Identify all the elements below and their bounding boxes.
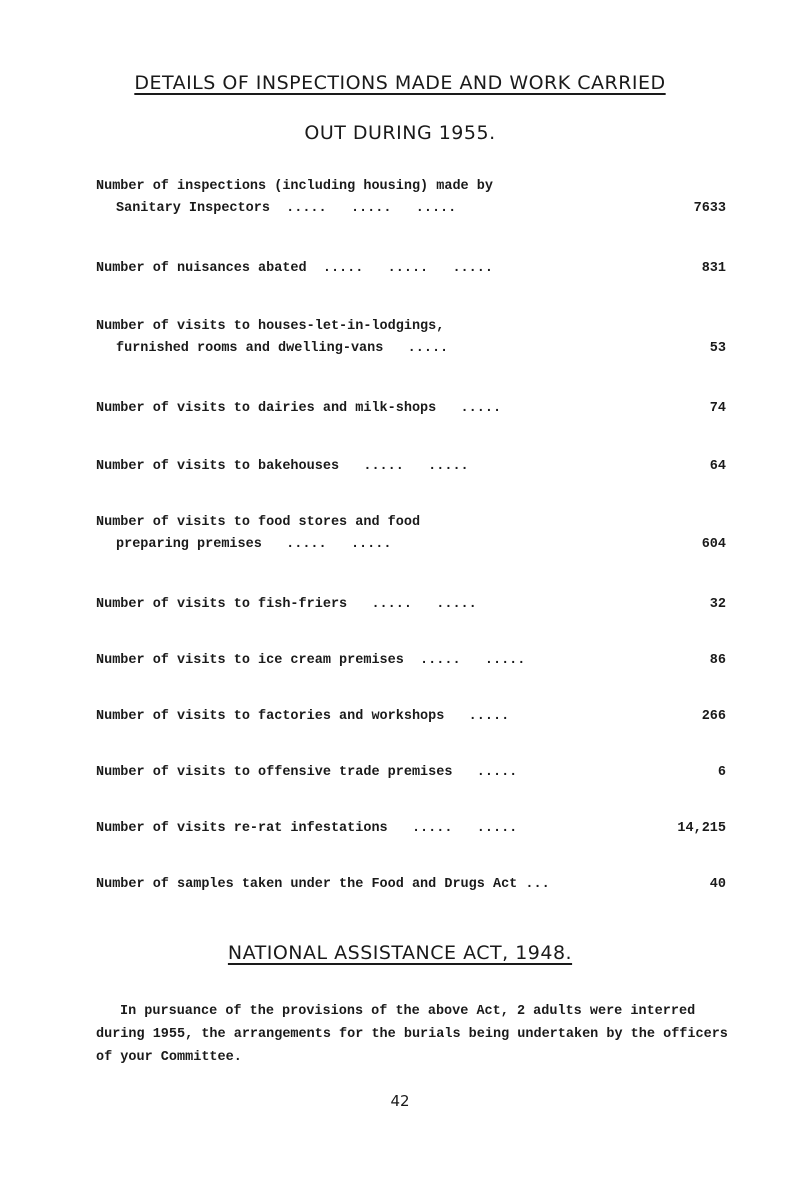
national-assistance-heading: NATIONAL ASSISTANCE ACT, 1948. [227, 942, 573, 964]
row-label: Number of visits to dairies and milk-shops ..... [96, 401, 502, 416]
nuisances-row [96, 258, 726, 280]
row-label: Number of visits to ice cream premises ..... ..... [96, 653, 526, 668]
offensive-trade-row [96, 762, 726, 784]
row-label: Number of visits to fish-friers ..... ..... [96, 597, 477, 612]
row-value: 7633 [693, 201, 726, 216]
row-value: 74 [709, 401, 726, 416]
row-label: Number of visits to factories and workshops ..... [96, 709, 510, 724]
food-stores-row [96, 512, 726, 556]
row-value: 64 [709, 459, 726, 474]
factories-row [96, 706, 726, 728]
row-value: 53 [709, 341, 726, 356]
row-label-continued: furnished rooms and dwelling-vans ..... [116, 341, 449, 356]
section-title-line-2: OUT DURING 1955. [304, 122, 496, 144]
inspections-row [96, 176, 726, 220]
section-title-line-1: DETAILS OF INSPECTIONS MADE AND WORK CARRIED [134, 72, 666, 94]
houses-let-row [96, 316, 726, 360]
row-value: 831 [701, 261, 726, 276]
row-value: 266 [701, 709, 726, 724]
row-label: Number of inspections (including housing) made by [96, 179, 493, 194]
row-value: 32 [709, 597, 726, 612]
fish-friers-row [96, 594, 726, 616]
page-number: 42 [390, 1092, 410, 1110]
national-assistance-paragraph: In pursuance of the provisions of the above Act, 2 adults were interred during 1955, the arrangements for the burials being undertaken by the officers of your Committee. [96, 1004, 728, 1065]
row-value: 14,215 [677, 821, 726, 836]
row-label-continued: preparing premises ..... ..... [116, 537, 392, 552]
row-value: 40 [709, 877, 726, 892]
rat-infestations-row [96, 818, 726, 840]
row-label: Number of visits to houses-let-in-lodgings, [96, 319, 445, 334]
dairies-row [96, 398, 726, 420]
row-label-continued: Sanitary Inspectors ..... ..... ..... [116, 201, 457, 216]
row-value: 6 [717, 765, 726, 780]
row-label: Number of visits re-rat infestations ..... ..... [96, 821, 518, 836]
row-label: Number of visits to food stores and food [96, 515, 421, 530]
row-label: Number of visits to bakehouses ..... ..... [96, 459, 469, 474]
row-value: 604 [701, 537, 726, 552]
row-value: 86 [709, 653, 726, 668]
samples-row [96, 874, 726, 896]
row-label: Number of nuisances abated ..... ..... ..... [96, 261, 493, 276]
bakehouses-row [96, 456, 726, 478]
row-label: Number of samples taken under the Food and Drugs Act ... [96, 877, 550, 892]
ice-cream-row [96, 650, 726, 672]
row-label: Number of visits to offensive trade premises ..... [96, 765, 518, 780]
